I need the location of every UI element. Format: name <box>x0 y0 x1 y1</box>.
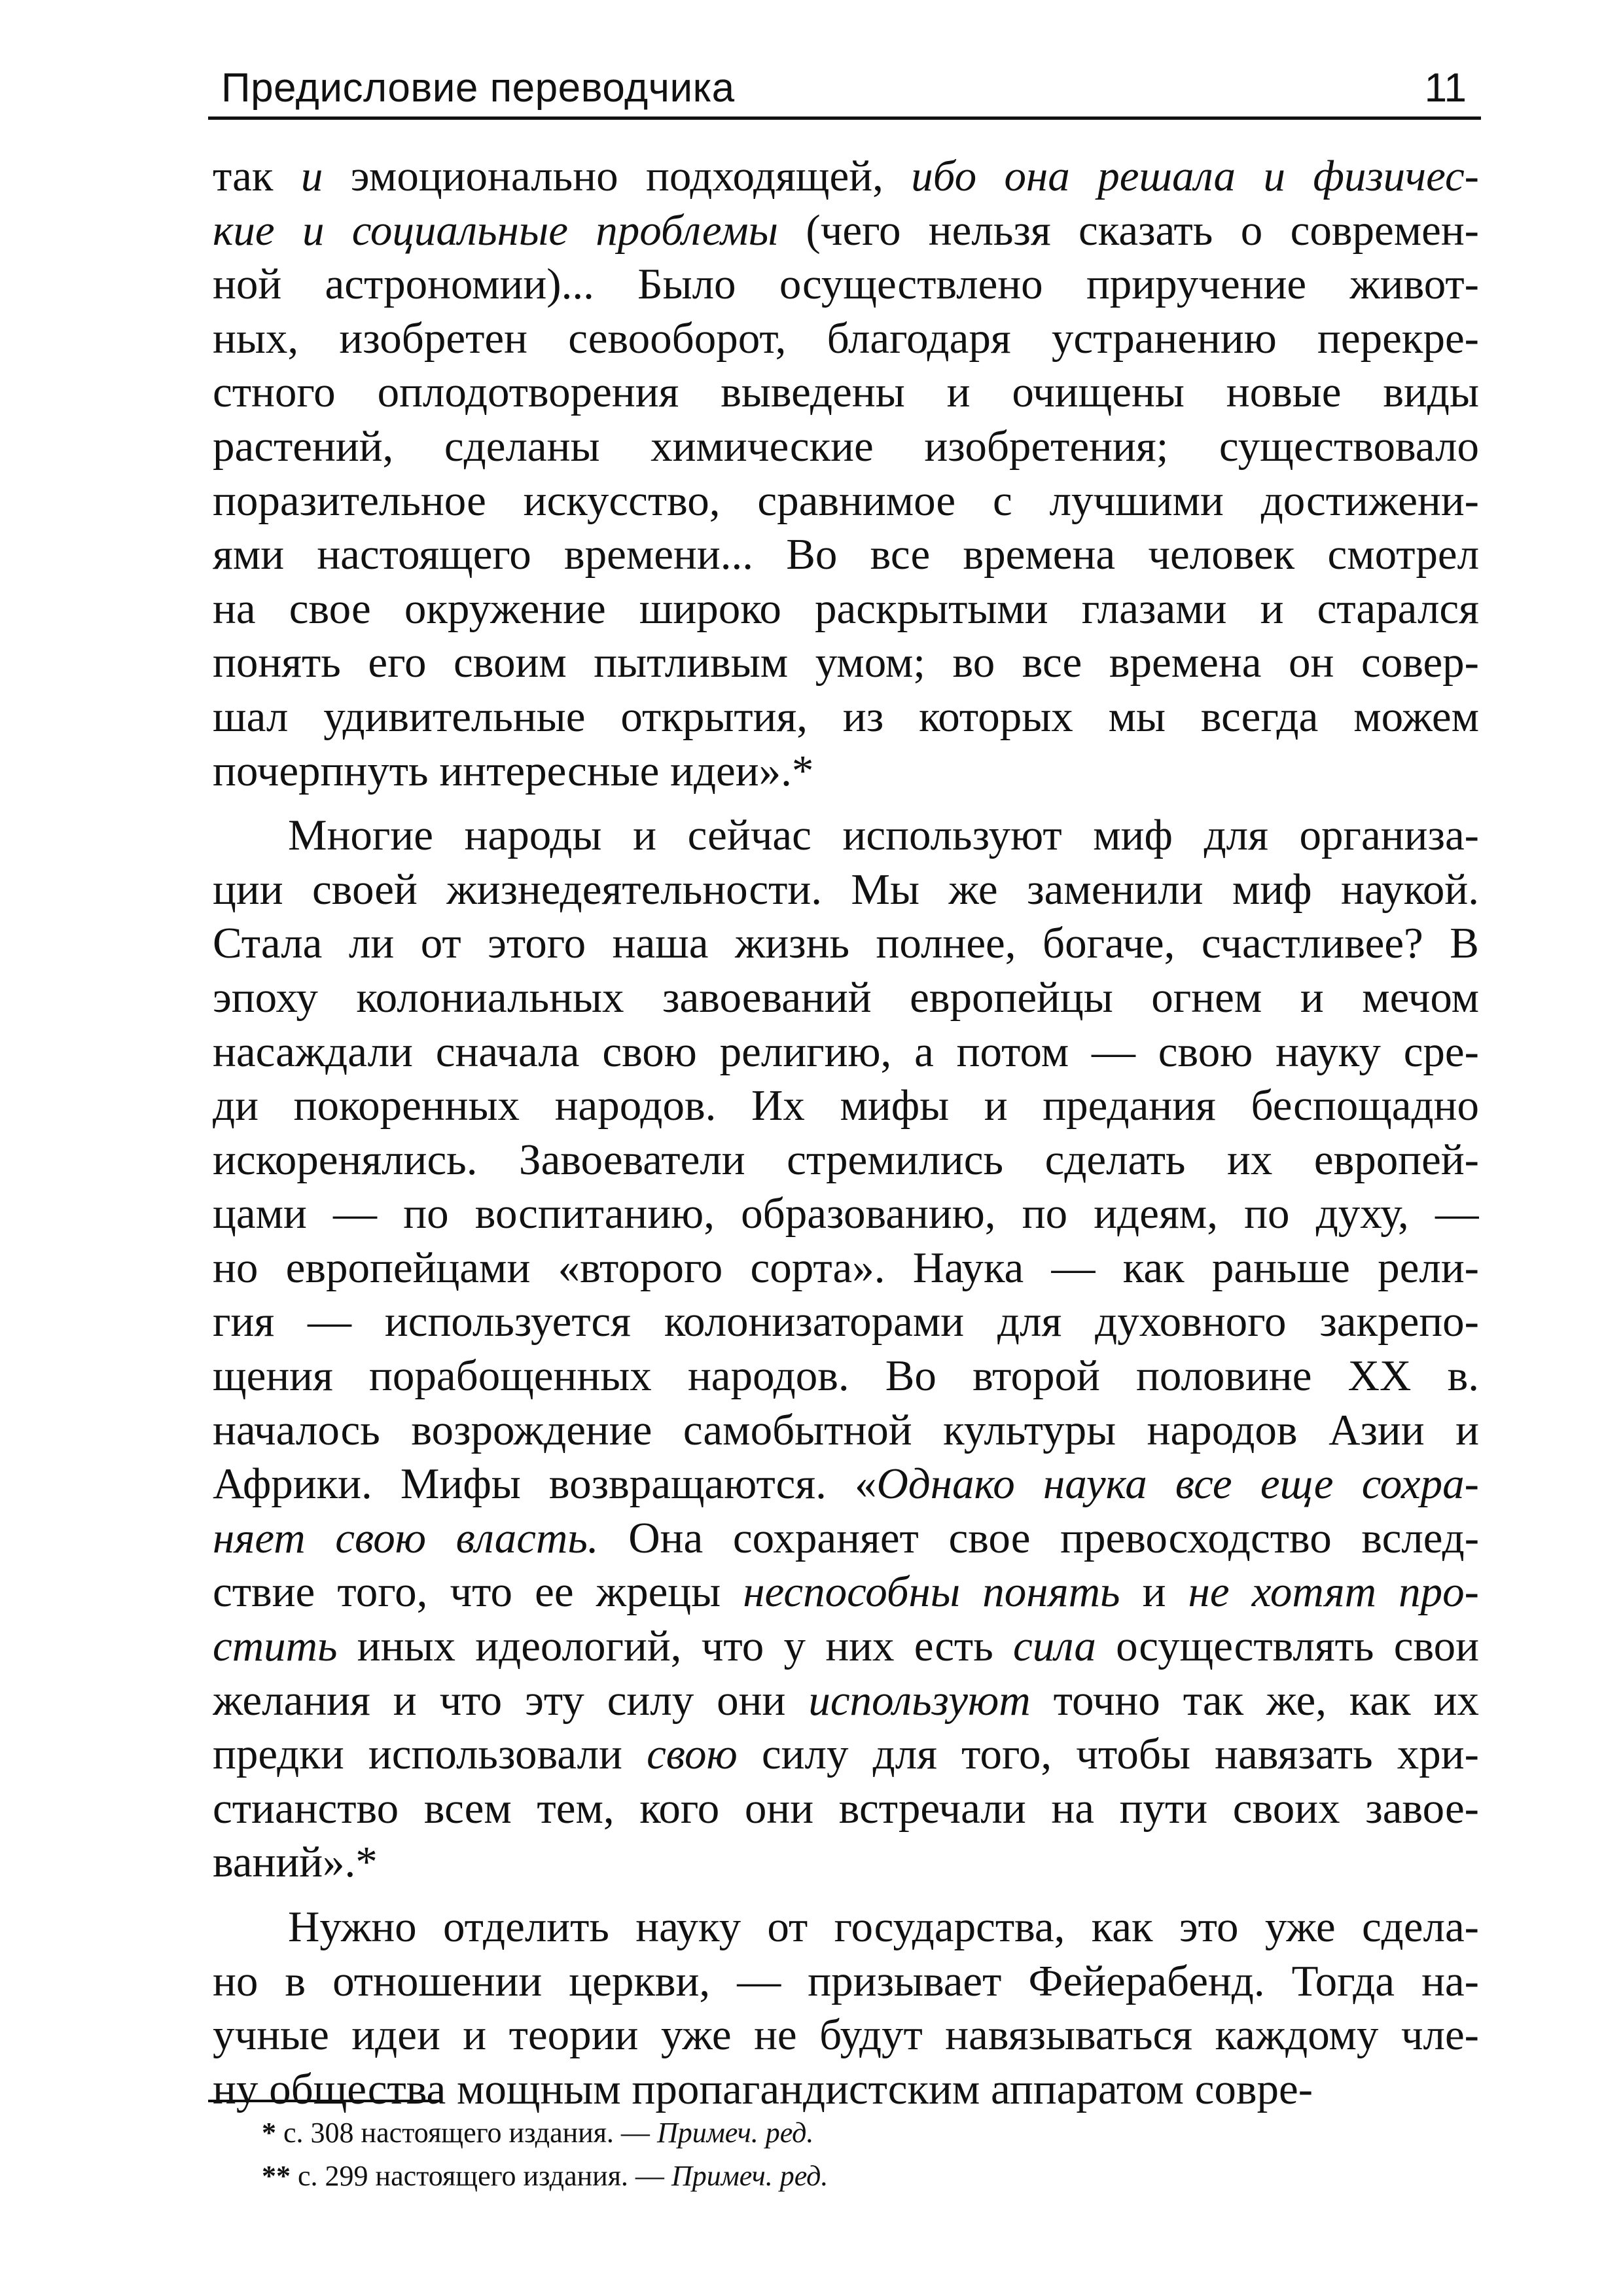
footnote-separator <box>208 2100 440 2102</box>
text-span: понять его своим пытливым умом; во все времена он совер- <box>213 638 1479 687</box>
text-span: но европейцами «второго сорта». Наука — как раньше рели- <box>213 1243 1479 1292</box>
text-span: ями настоящего времени... Во все времена человек смотрел <box>213 530 1479 579</box>
text-line <box>213 690 1479 744</box>
text-line <box>213 2008 1479 2062</box>
text-line <box>213 582 1479 636</box>
text-line <box>213 1782 1479 1836</box>
text-line <box>213 1403 1479 1458</box>
text-line <box>213 1187 1479 1241</box>
text-span: эмоционально подходящей, <box>323 152 912 200</box>
text-span: ди покоренных народов. Их мифы и предания беспощадно <box>213 1081 1479 1130</box>
text-line <box>213 1511 1479 1566</box>
italic-span: Однако наука все еще сохра- <box>876 1460 1479 1509</box>
text-line <box>213 474 1479 528</box>
text-span: шал удивительные открытия, из которых мы всегда можем <box>213 692 1479 741</box>
text-span: силу для того, чтобы навязать хри- <box>737 1730 1479 1779</box>
text-line <box>213 1295 1479 1349</box>
text-span: стианство всем тем, кого они встречали на пути своих завое- <box>213 1784 1479 1833</box>
text-span: почерпнуть интересные идеи».* <box>213 746 814 795</box>
text-span: Нужно отделить науку от государства, как это уже сдела- <box>288 1903 1479 1951</box>
text-line <box>213 1241 1479 1295</box>
italic-span: стить <box>213 1622 338 1671</box>
italic-span: используют <box>808 1676 1031 1725</box>
text-span: так <box>213 152 301 200</box>
text-span: ваний».* <box>213 1838 378 1887</box>
italic-span: кие и социальные проблемы <box>213 206 779 255</box>
text-span: на свое окружение широко раскрытыми глазами и старался <box>213 584 1479 633</box>
italic-span: и <box>300 152 323 200</box>
text-span: (чего нельзя сказать о современ- <box>778 206 1479 255</box>
text-span: стного оплодотворения выведены и очищены новые виды <box>213 368 1479 417</box>
chapter-title: Предисловие переводчика <box>221 65 735 111</box>
text-span: осуществлять свои <box>1096 1622 1479 1671</box>
text-span: эпоху колониальных завоеваний европейцы огнем и мечом <box>213 973 1479 1022</box>
text-span: желания и что эту силу они <box>213 1676 809 1725</box>
italic-span: няет свою власть. <box>213 1513 599 1562</box>
text-line <box>213 2062 1479 2117</box>
text-span: но в отношении церкви, — призывает Фейерабенд. Тогда на- <box>213 1956 1479 2005</box>
italic-span: неспособны понять <box>743 1568 1120 1617</box>
text-span: ну общества мощным пропагандистским аппаратом совре- <box>213 2064 1313 2113</box>
text-line <box>213 420 1479 474</box>
text-span: ных, изобретен севооборот, благодаря устранению перекре- <box>213 314 1479 363</box>
text-line <box>213 528 1479 582</box>
footnote-1 <box>262 2111 1374 2155</box>
text-span: щения порабощенных народов. Во второй половине XX в. <box>213 1352 1479 1401</box>
text-span: поразительное искусство, сравнимое с лучшими достижени- <box>213 476 1479 525</box>
text-line <box>213 1133 1479 1187</box>
footnote-mark: * <box>262 2117 276 2149</box>
text-span: Она сохраняет свое превосходство вслед- <box>598 1513 1479 1562</box>
text-span: точно так же, как их <box>1030 1676 1479 1725</box>
text-line <box>213 1349 1479 1403</box>
footnote-note: Примеч. ред. <box>671 2160 829 2192</box>
text-line <box>213 365 1479 420</box>
text-line <box>213 1619 1479 1674</box>
italic-span: не хотят про- <box>1188 1568 1479 1617</box>
text-span: насаждали сначала свою религию, а потом — свою науку сре- <box>213 1027 1479 1076</box>
footnotes <box>262 2111 1374 2198</box>
text-span: искоренялись. Завоеватели стремились сделать их европей- <box>213 1135 1479 1184</box>
italic-span: сила <box>1013 1622 1096 1671</box>
running-header <box>208 58 1481 120</box>
text-span: ной астрономии)... Было осуществлено приручение живот- <box>213 260 1479 309</box>
text-span: Многие народы и сейчас используют миф для организа- <box>288 811 1479 860</box>
text-line <box>213 1835 1479 1890</box>
text-line <box>213 1900 1479 1954</box>
text-line <box>213 149 1479 204</box>
text-span: учные идеи и теории уже не будут навязываться каждому чле- <box>213 2011 1479 2060</box>
footnote-text: с. 299 настоящего издания. — <box>291 2160 671 2192</box>
footnote-2 <box>262 2155 1374 2198</box>
text-span: иных идеологий, что у них есть <box>337 1622 1014 1671</box>
text-span: растений, сделаны химические изобретения; существовало <box>213 422 1479 471</box>
text-line <box>213 636 1479 690</box>
text-span: началось возрождение самобытной культуры народов Азии и <box>213 1405 1479 1454</box>
text-span: цами — по воспитанию, образованию, по идеям, по духу, — <box>213 1189 1479 1238</box>
text-line <box>213 1727 1479 1782</box>
text-line <box>213 744 1479 798</box>
footnote-text: с. 308 настоящего издания. — <box>276 2117 657 2149</box>
footnote-mark: ** <box>262 2160 291 2192</box>
text-span: гия — используется колонизаторами для духовного закрепо- <box>213 1297 1479 1346</box>
text-line <box>213 1457 1479 1511</box>
text-line <box>213 257 1479 312</box>
text-line <box>213 971 1479 1025</box>
italic-span: ибо она решала и физичес- <box>911 152 1479 200</box>
text-line <box>213 863 1479 917</box>
text-span: ствие того, что ее жрецы <box>213 1568 743 1617</box>
text-span: ции своей жизнедеятельности. Мы же заменили миф наукой. <box>213 865 1479 914</box>
text-span: и <box>1120 1568 1188 1617</box>
text-line <box>213 1674 1479 1728</box>
text-line <box>213 312 1479 366</box>
text-line <box>213 1565 1479 1619</box>
text-line <box>213 204 1479 258</box>
text-span: Африки. Мифы возвращаются. « <box>213 1460 877 1509</box>
text-span: предки использовали <box>213 1730 647 1779</box>
text-line <box>213 916 1479 971</box>
main-text <box>213 149 1479 2116</box>
italic-span: свою <box>647 1730 738 1779</box>
text-line <box>213 1954 1479 2009</box>
text-line <box>213 1079 1479 1133</box>
text-line <box>213 1025 1479 1079</box>
footnote-note: Примеч. ред. <box>656 2117 814 2149</box>
page-number: 11 <box>1424 65 1467 111</box>
text-span: Стала ли от этого наша жизнь полнее, богаче, счастливее? В <box>213 919 1479 968</box>
text-line <box>213 808 1479 863</box>
